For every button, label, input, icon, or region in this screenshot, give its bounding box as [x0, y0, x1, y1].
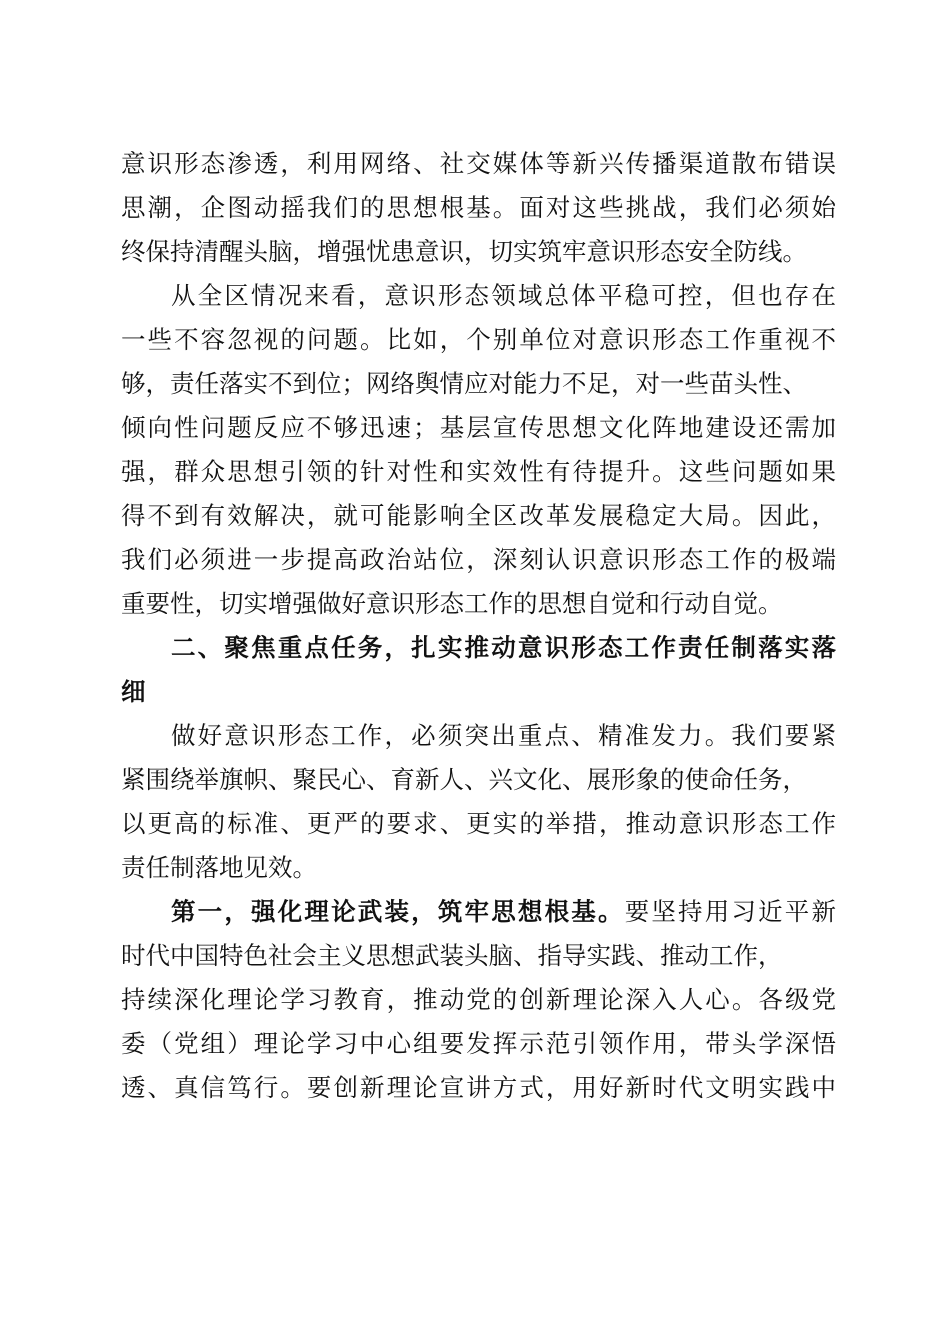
paragraph-2	[121, 274, 836, 626]
paragraph-4	[121, 890, 836, 1110]
text-line: 紧围绕举旗帜、聚民心、育新人、兴文化、展形象的使命任务，	[121, 765, 807, 794]
text-line: 思潮，企图动摇我们的思想根基。面对这些挑战，我们必须始	[121, 193, 836, 222]
text-line: 时代中国特色社会主义思想武装头脑、指导实践、推动工作，	[121, 941, 783, 970]
text-line: 意识形态渗透，利用网络、社交媒体等新兴传播渠道散布错误	[121, 149, 836, 178]
text-line: 做好意识形态工作，必须突出重点、精准发力。我们要紧	[171, 721, 836, 750]
heading-line: 细	[121, 677, 146, 706]
text-line: 责任制落地见效。	[121, 853, 317, 882]
lead-rest: 要坚持用习近平新	[624, 897, 836, 926]
text-line: 透、真信笃行。要创新理论宣讲方式，用好新时代文明实践中	[121, 1073, 836, 1102]
text-line: 持续深化理论学习教育，推动党的创新理论深入人心。各级党	[121, 985, 836, 1014]
text-line: 一些不容忽视的问题。比如，个别单位对意识形态工作重视不	[121, 325, 836, 354]
text-line: 强，群众思想引领的针对性和实效性有待提升。这些问题如果	[121, 457, 836, 486]
paragraph-3	[121, 714, 836, 890]
text-line: 终保持清醒头脑，增强忧患意识，切实筑牢意识形态安全防线。	[121, 237, 807, 266]
bold-lead: 第一，强化理论武装，筑牢思想根基。	[171, 897, 625, 926]
paragraph-1	[121, 142, 836, 274]
text-line: 重要性，切实增强做好意识形态工作的思想自觉和行动自觉。	[121, 589, 783, 618]
text-line: 委（党组）理论学习中心组要发挥示范引领作用，带头学深悟	[121, 1029, 836, 1058]
text-line	[121, 890, 836, 934]
text-line: 我们必须进一步提高政治站位，深刻认识意识形态工作的极端	[121, 545, 836, 574]
heading-line: 二、聚焦重点任务，扎实推动意识形态工作责任制落实落	[171, 633, 836, 662]
section-heading	[121, 626, 836, 714]
text-line: 以更高的标准、更严的要求、更实的举措，推动意识形态工作	[121, 809, 836, 838]
text-line: 够，责任落实不到位；网络舆情应对能力不足，对一些苗头性、	[121, 369, 807, 398]
text-line: 得不到有效解决，就可能影响全区改革发展稳定大局。因此，	[121, 501, 836, 530]
document-body	[121, 142, 836, 1110]
text-line: 从全区情况来看，意识形态领域总体平稳可控，但也存在	[171, 281, 836, 310]
text-line: 倾向性问题反应不够迅速；基层宣传思想文化阵地建设还需加	[121, 413, 836, 442]
